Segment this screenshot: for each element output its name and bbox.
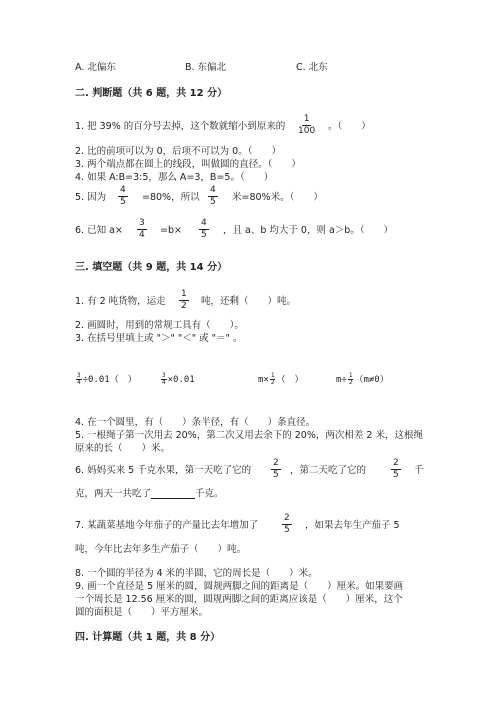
s3-q1-tail: 吨，还剩（ ）吨。	[201, 296, 297, 307]
s2-q1-text: 1. 把 39% 的百分号去掉，这个数就缩小到原来的	[75, 121, 286, 132]
compare-expr-3	[258, 373, 303, 386]
compare-pre: m÷	[336, 375, 347, 385]
fraction-numerator: 4	[201, 218, 207, 228]
section3-heading: 三. 填空题（共 9 题，共 14 分）	[75, 262, 228, 273]
s2-q5-fraction-2	[208, 186, 218, 207]
s3-q6-prefix: 6. 妈妈买来 5 千克水果，第一天吃了它的	[75, 465, 252, 476]
fraction-denominator: 2	[181, 301, 187, 311]
fraction-denominator: 5	[273, 470, 279, 480]
fraction-denominator: 2	[348, 379, 353, 386]
fraction-denominator: 4	[139, 230, 145, 240]
compare-fraction	[270, 373, 276, 386]
s2-q6-fraction-2	[199, 219, 209, 240]
s2-q5-fraction-1	[118, 186, 128, 207]
s3-q1-prefix: 1. 有 2 吨货物，运走	[75, 296, 166, 307]
s3-q6-mid: ，第二天吃了它的	[290, 465, 367, 476]
compare-fraction	[161, 373, 167, 386]
s3-q8: 8. 一个圆的半径为 4 米的半圆，它的周长是（ ）米。	[75, 568, 318, 579]
fraction-denominator: 5	[284, 525, 290, 535]
s2-q1-tail: 。（ ）	[328, 121, 371, 132]
fraction-numerator: 2	[393, 458, 399, 468]
s3-q6-fraction-2	[391, 459, 401, 480]
fraction-numerator: 2	[284, 513, 290, 523]
s3-q6-line2-pre: 克，两天一共吃了	[75, 488, 152, 500]
compare-fraction	[76, 373, 82, 386]
s3-q4: 4. 在一个圆里，有（ ）条半径，有（ ）条直径。	[75, 417, 316, 428]
s2-q6-prefix: 6. 已知 a×	[75, 225, 123, 236]
s2-q6-fraction-1	[137, 219, 147, 240]
s3-q9-line1: 9. 画一个直径是 5 厘米的圆，圆规两脚之间的距离是（ ）厘米。如果要画	[75, 581, 404, 592]
fraction-numerator: 3	[162, 372, 166, 379]
compare-expr-1	[75, 373, 137, 386]
compare-expr-4	[336, 373, 389, 386]
s2-q3: 3. 两个端点都在圆上的线段，叫做圆的直径。（ ）	[75, 159, 301, 170]
fraction-denominator: 2	[270, 379, 275, 386]
compare-rest: ×0.01	[167, 375, 195, 385]
s3-q9-line2: 一个周长是 12.56 厘米的圆，圆规两脚之间的距离应该是（ ）厘米，这个	[75, 594, 403, 605]
s3-q6-line2	[75, 489, 224, 499]
compare-rest: ÷0.01（ ）	[82, 375, 137, 385]
fraction-numerator: 1	[303, 114, 310, 124]
s3-q6-fraction-1	[271, 459, 281, 480]
fraction-denominator: 100	[298, 126, 316, 136]
s3-q6-tail: 千	[414, 465, 424, 476]
s2-q6-mid: =b×	[160, 225, 182, 236]
s3-q6-line2-post: 千克。	[195, 488, 224, 500]
s3-q9-line3: 圆的面积是（ ）平方厘米。	[75, 607, 209, 618]
fraction-numerator: 4	[210, 185, 216, 195]
option-b: B. 东偏北	[185, 62, 227, 73]
s3-q5-line1: 5. 一根绳子第一次用去 20%，第二次又用去余下的 20%，两次相差 2 米，这根绳	[75, 430, 423, 441]
section4-heading: 四. 计算题（共 1 题，共 8 分）	[75, 632, 221, 643]
fraction-numerator: 1	[348, 372, 353, 379]
s3-q7-fraction	[282, 514, 292, 535]
section2-heading: 二. 判断题（共 6 题，共 12 分）	[75, 88, 228, 99]
s3-q7-prefix: 7. 某蔬菜基地今年茄子的产量比去年增加了	[75, 520, 259, 531]
fraction-denominator: 5	[120, 197, 126, 207]
s2-q6-tail: ，且 a、b 均大于 0，则 a＞b。（ ）	[223, 225, 394, 236]
option-a: A. 北偏东	[75, 62, 116, 73]
s3-q2: 2. 画圆时，用到的常规工具有（ ）。	[75, 320, 244, 331]
fraction-denominator: 4	[162, 379, 166, 386]
fraction-numerator: 1	[181, 289, 187, 299]
fraction-denominator: 5	[393, 470, 399, 480]
fraction-numerator: 1	[270, 372, 275, 379]
s3-q5-line2: 原来的长（ ）米。	[75, 443, 171, 454]
fraction-numerator: 2	[273, 458, 279, 468]
s3-q3: 3. 在括号里填上或 "＞" "＜" 或 "＝" 。	[75, 333, 243, 344]
option-c: C. 北东	[296, 62, 328, 73]
s2-q5-tail: 米=80%米。（ ）	[232, 192, 323, 203]
s2-q1-fraction	[298, 115, 315, 136]
fraction-denominator: 5	[201, 230, 207, 240]
answer-blank	[151, 489, 195, 499]
fraction-denominator: 4	[77, 379, 81, 386]
s3-q1-fraction	[179, 290, 189, 311]
fraction-numerator: 3	[77, 372, 81, 379]
s3-q7-line2: 吨，今年比去年多生产茄子（ ）吨。	[75, 544, 247, 555]
s2-q4: 4. 如果 A:B=3:5，那么 A=3，B=5。（ ）	[75, 172, 274, 183]
fraction-numerator: 3	[139, 218, 145, 228]
compare-rest: （ ）	[276, 375, 304, 385]
s2-q5-mid: =80%，所以	[142, 192, 200, 203]
s2-q5-prefix: 5. 因为	[75, 192, 107, 203]
s3-q7-tail: ，如果去年生产茄子 5	[305, 520, 400, 531]
compare-pre: m×	[258, 375, 269, 385]
compare-expr-2	[160, 373, 195, 386]
s2-q2: 2. 比的前项可以为 0，后项不可以为 0。（ ）	[75, 146, 281, 157]
fraction-numerator: 4	[120, 185, 126, 195]
compare-rest: （m≠0）	[354, 375, 389, 385]
compare-fraction	[348, 373, 354, 386]
fraction-denominator: 5	[210, 197, 216, 207]
